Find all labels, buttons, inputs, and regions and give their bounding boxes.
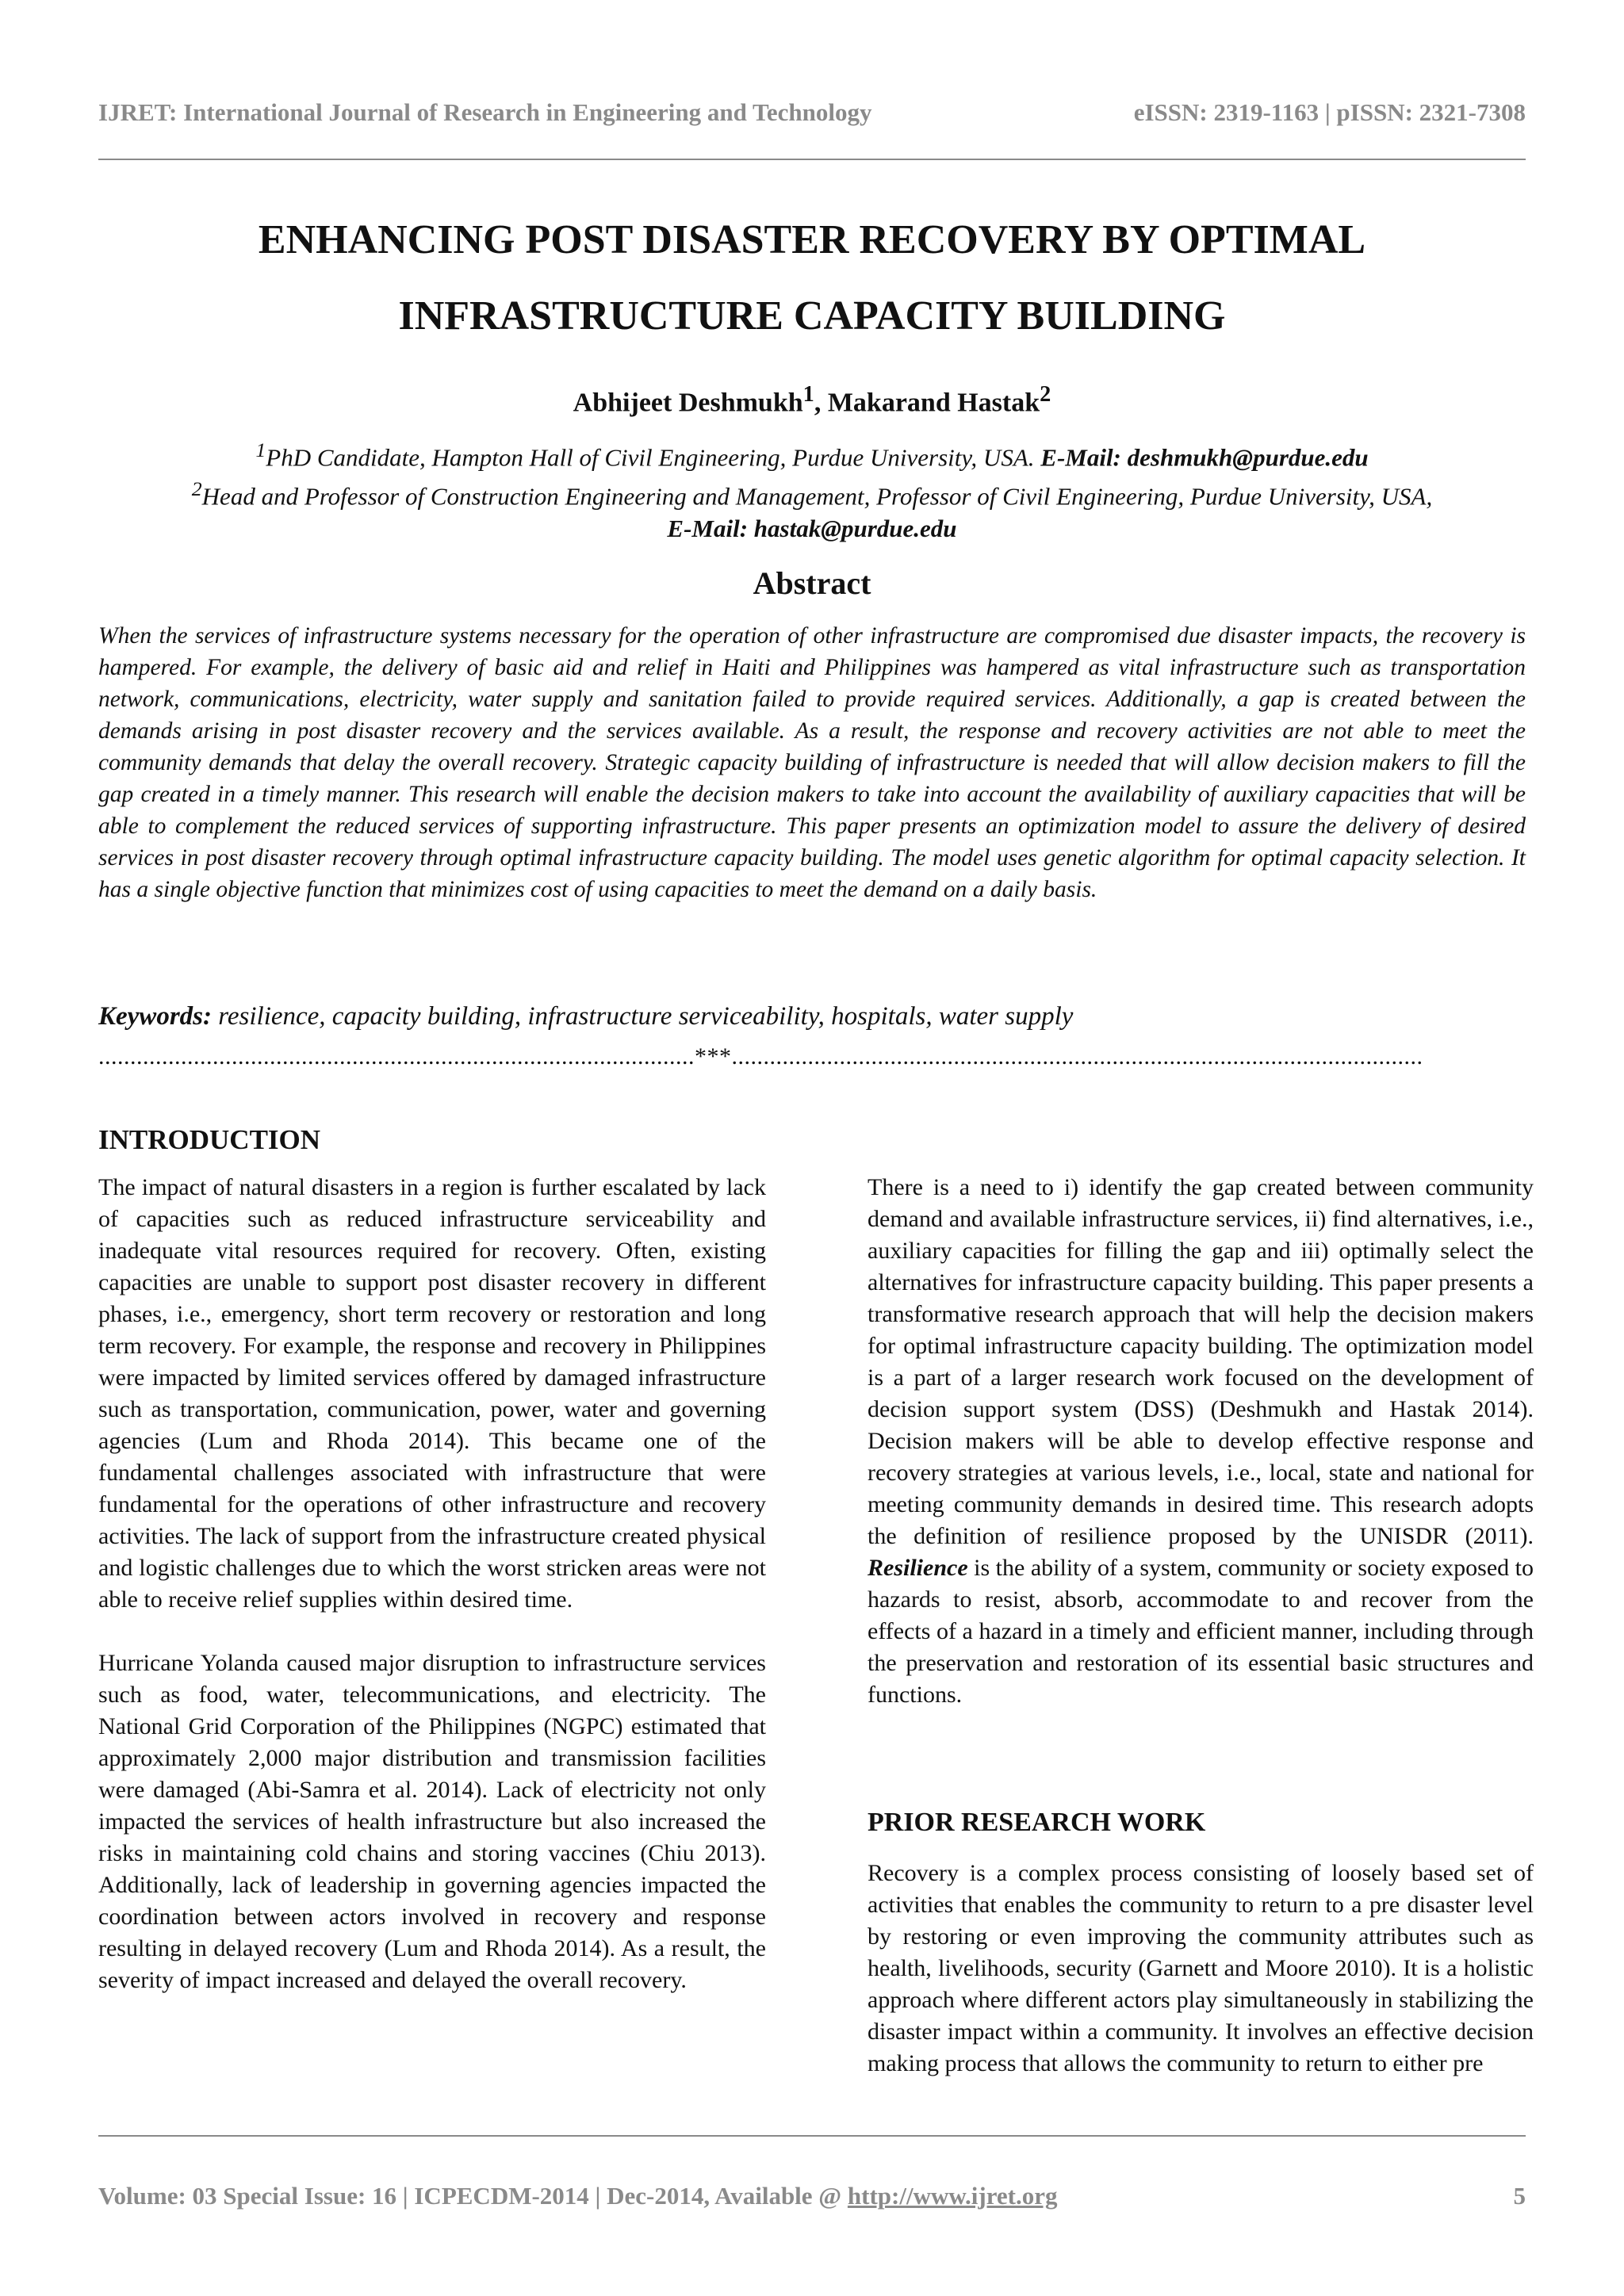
affiliation-2-mark: 2 [191, 477, 202, 501]
section-separator: ..............................................................................................***............................................................................................................. [98, 1043, 1423, 1070]
affiliation-2 [98, 473, 1526, 512]
page-number: 5 [1513, 2182, 1526, 2210]
left-column [98, 1172, 766, 1996]
affiliation-2-text: Head and Professor of Construction Engineering and Management, Professor of Civil Engineering, Purdue University, USA, [201, 482, 1433, 511]
affiliation-1 [98, 434, 1526, 473]
right-paragraph-1-start: There is a need to i) identify the gap created between community demand and available infrastructure services, ii) find alternatives, i.e., auxiliary capacities for filling the gap and iii) optimally select the alternatives for infrastructure capacity building. This paper presents a transformative research approach that will help the decision makers for optimal infrastructure capacity building. The optimization model is a part of a larger research work focused on the development of decision support system (DSS) (Deshmukh and Hastak 2014). Decision makers will be able to develop effective response and recovery strategies at various levels, i.e., local, state and national for meeting community demands in desired time. This research adopts the definition of resilience proposed by the UNISDR (2011). [868, 1174, 1534, 1549]
affiliation-1-email[interactable]: E-Mail: deshmukh@purdue.edu [1040, 443, 1369, 472]
abstract-heading: Abstract [753, 565, 871, 601]
right-column [868, 1172, 1534, 1711]
page-header [98, 98, 1526, 127]
author-2: Makarand Hastak [827, 388, 1040, 418]
footer-divider [98, 2135, 1526, 2137]
intro-paragraph-2: Hurricane Yolanda caused major disruption to infrastructure services such as food, water, telecommunications, and electricity. The National Grid Corporation of the Philippines (NGPC) estimated that approximately 2,000 major distribution and transmission facilities were damaged (Abi-Samra et al. 2014). Lack of electricity not only impacted the services of health infrastructure but also increased the risks in maintaining cold chains and storing vaccines (Chiu 2013). Additionally, lack of leadership in governing agencies impacted the coordination between actors involved in recovery and response resulting in delayed recovery (Lum and Rhoda 2014). As a result, the severity of impact increased and delayed the overall recovery. [98, 1650, 766, 1993]
intro-paragraph-1: The impact of natural disasters in a region is further escalated by lack of capacities such as reduced infrastructure serviceability and inadequate vital resources required for recovery. Often, existing capacities are unable to support post disaster recovery in different phases, i.e., emergency, short term recovery or restoration and long term recovery. For example, the response and recovery in Philippines were impacted by limited services offered by damaged infrastructure such as transportation, communication, power, water and governing agencies (Lum and Rhoda 2014). This became one of the fundamental challenges associated with infrastructure that were fundamental for the operations of other infrastructure and recovery activities. The lack of support from the infrastructure created physical and logistic challenges due to which the worst stricken areas were not able to receive relief supplies within desired time. [98, 1174, 766, 1613]
prior-research-paragraph: Recovery is a complex process consisting of loosely based set of activities that enables the community to return to a pre disaster level by restoring or even improving the community attributes such as health, livelihoods, security (Garnett and Moore 2010). It is a holistic approach where different actors play simultaneously in stabilizing the disaster impact within a community. It involves an effective decision making process that allows the community to return to either pre [868, 1860, 1534, 2076]
right-paragraph-1 [868, 1172, 1534, 1711]
affiliations [98, 434, 1526, 545]
author-1: Abhijeet Deshmukh [573, 388, 803, 418]
paper-title [98, 202, 1526, 354]
keywords-text: resilience, capacity building, infrastructure serviceability, hospitals, water supply [212, 1002, 1074, 1031]
author-separator: , [814, 388, 828, 418]
author-2-affil-mark: 2 [1040, 382, 1051, 407]
author-list [98, 382, 1526, 418]
issn-info: eISSN: 2319-1163 | pISSN: 2321-7308 [1133, 98, 1526, 126]
footer-issue-info: Volume: 03 Special Issue: 16 | ICPECDM-2014 | Dec-2014, Available @ [98, 2182, 848, 2210]
author-1-affil-mark: 1 [802, 382, 814, 407]
affiliation-1-mark: 1 [255, 438, 266, 461]
journal-name: IJRET: International Journal of Research in Engineering and Technology [98, 98, 872, 126]
prior-research-heading: PRIOR RESEARCH WORK [868, 1808, 1206, 1837]
resilience-term: Resilience [868, 1555, 968, 1581]
title-line-2: INFRASTRUCTURE CAPACITY BUILDING [398, 293, 1226, 339]
right-paragraph-1-end: is the ability of a system, community or society exposed to hazards to resist, absorb, accommodate to and recover from the effects of a hazard in a timely and efficient manner, including through the preservation and restoration of its essential basic structures and functions. [868, 1555, 1534, 1708]
footer-info [98, 2182, 1058, 2210]
prior-research-body [868, 1858, 1534, 2080]
journal-website-link[interactable]: http://www.ijret.org [847, 2182, 1058, 2210]
abstract-body: When the services of infrastructure systems necessary for the operation of other infrastructure are compromised due disaster impacts, the recovery is hampered. For example, the delivery of basic aid and relief in Haiti and Philippines was hampered as vital infrastructure such as transportation network, communications, electricity, water supply and sanitation failed to provide required services. Additionally, a gap is created between the demands arising in post disaster recovery and the services available. As a result, the response and recovery activities are not able to meet the community demands that delay the overall recovery. Strategic capacity building of infrastructure is needed that will allow decision makers to fill the gap created in a timely manner. This research will enable the decision makers to take into account the availability of auxiliary capacities that will be able to complement the reduced services of supporting infrastructure. This paper presents an optimization model to assure the delivery of desired services in post disaster recovery through optimal infrastructure capacity building. The model uses genetic algorithm for optimal capacity selection. It has a single objective function that minimizes cost of using capacities to meet the demand on a daily basis. [98, 623, 1526, 902]
header-divider [98, 159, 1526, 160]
keywords-label: Keywords: [98, 1002, 212, 1031]
affiliation-1-text: PhD Candidate, Hampton Hall of Civil Engineering, Purdue University, USA. [266, 443, 1041, 472]
affiliation-2-email-line [98, 513, 1526, 545]
page-footer [98, 2182, 1526, 2210]
title-line-1: ENHANCING POST DISASTER RECOVERY BY OPTIMAL [258, 217, 1366, 262]
affiliation-2-email[interactable]: E-Mail: hastak@purdue.edu [667, 514, 957, 542]
keywords [98, 1002, 1526, 1031]
introduction-heading: INTRODUCTION [98, 1124, 321, 1155]
